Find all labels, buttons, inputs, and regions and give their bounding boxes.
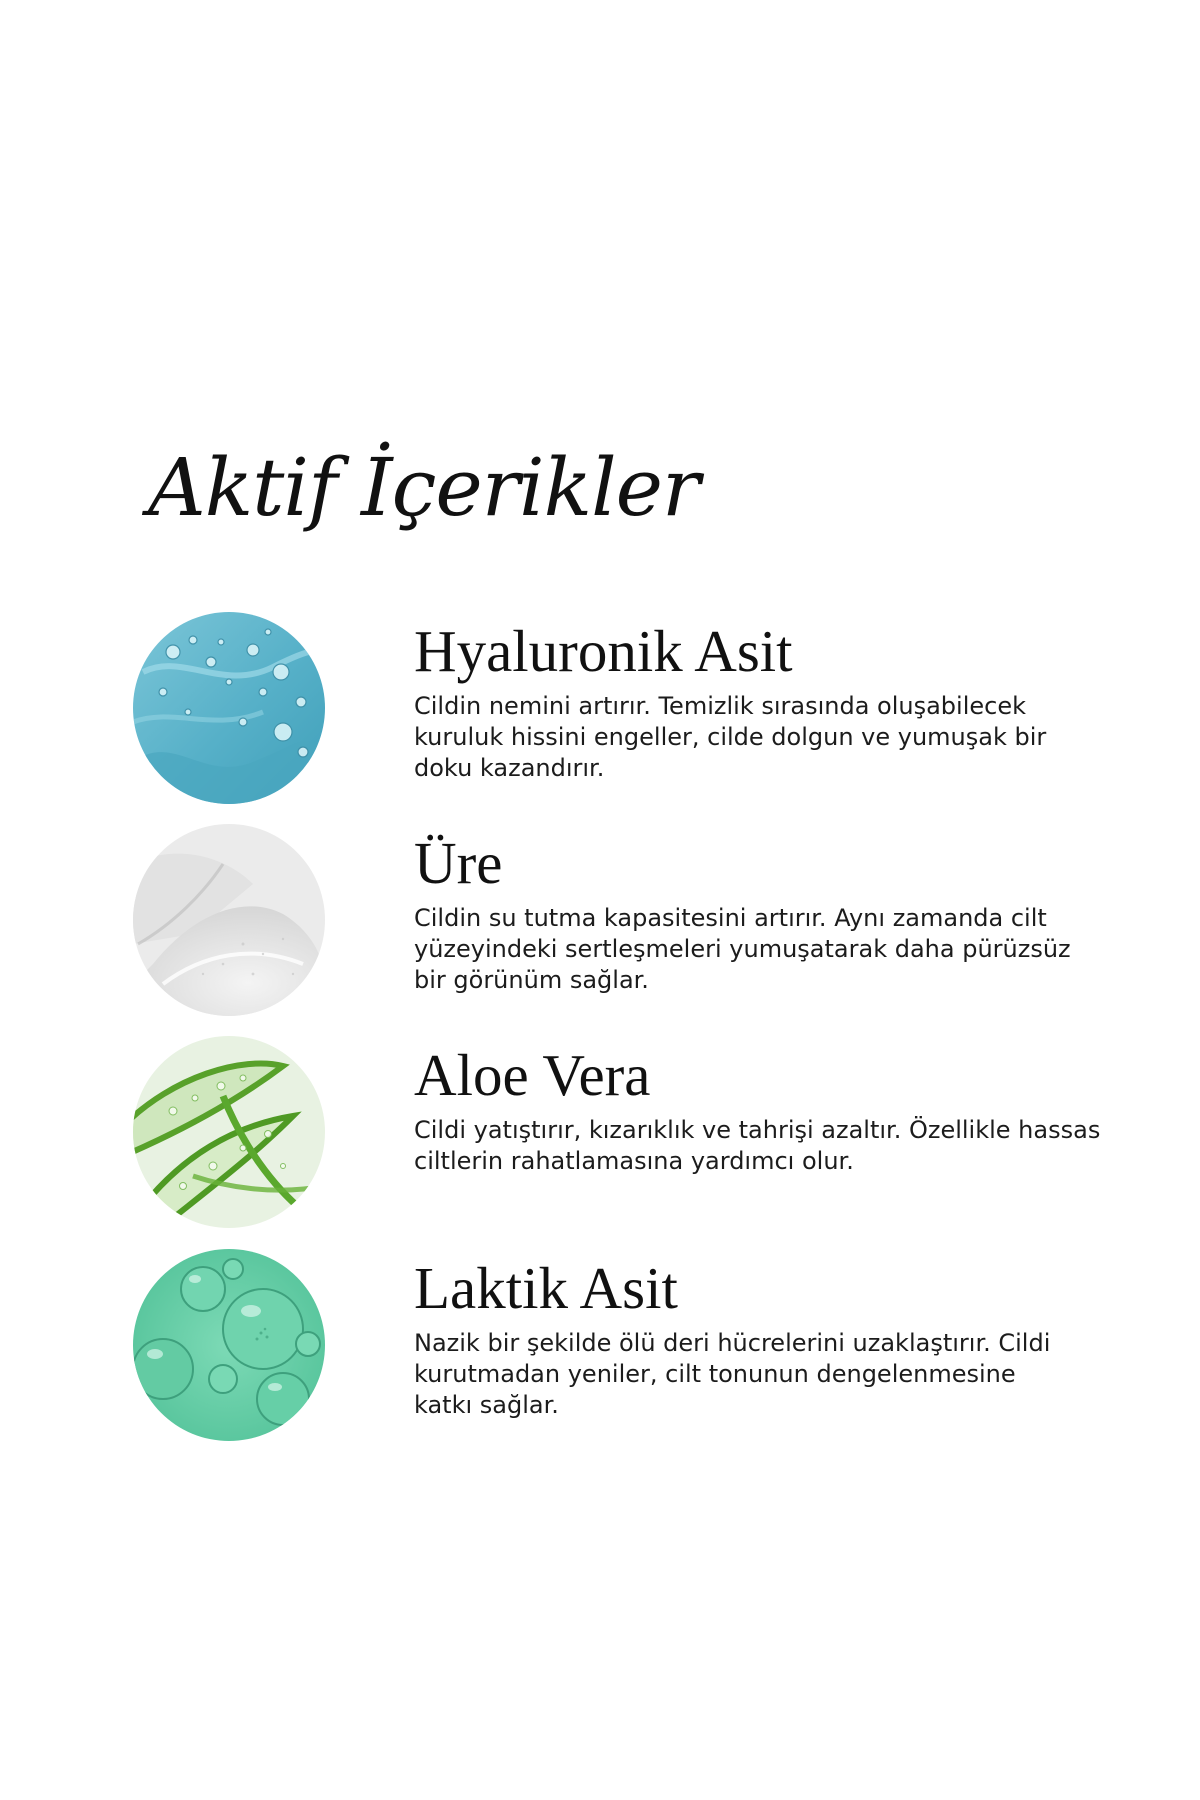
- green-gel-bubbles-icon: [133, 1249, 325, 1441]
- aloe-leaf-icon: [133, 1036, 325, 1228]
- ingredient-name: Hyaluronik Asit: [414, 618, 793, 684]
- ingredient-description: Cildin su tutma kapasitesini artırır. Aynı zamanda cilt yüzeyindeki sertleşmeleri yumuşatarak daha pürüzsüz bir görünüm sağlar.: [414, 904, 1071, 994]
- water-bubbles-icon: [133, 612, 325, 804]
- ingredient-hyaluronik-asit: [0, 612, 1200, 812]
- ingredient-name: Üre: [414, 830, 503, 896]
- page-title: Aktif İçerikler: [148, 441, 700, 534]
- ingredient-laktik-asit: [0, 1249, 1200, 1449]
- ingredient-name: Laktik Asit: [414, 1255, 678, 1321]
- ingredient-name: Aloe Vera: [414, 1042, 651, 1108]
- ingredient-description: Nazik bir şekilde ölü deri hücrelerini uzaklaştırır. Cildi kurutmadan yeniler, cilt tonunun dengelenmesine katkı sağlar.: [414, 1329, 1051, 1419]
- ingredient-aloe-vera: [0, 1036, 1200, 1236]
- ingredient-ure: [0, 824, 1200, 1024]
- white-powder-icon: [133, 824, 325, 1016]
- ingredient-description: Cildin nemini artırır. Temizlik sırasında oluşabilecek kuruluk hissini engeller, cilde dolgun ve yumuşak bir doku kazandırır.: [414, 692, 1047, 782]
- ingredient-description: Cildi yatıştırır, kızarıklık ve tahrişi azaltır. Özellikle hassas ciltlerin rahatlamasına yardımcı olur.: [414, 1116, 1101, 1175]
